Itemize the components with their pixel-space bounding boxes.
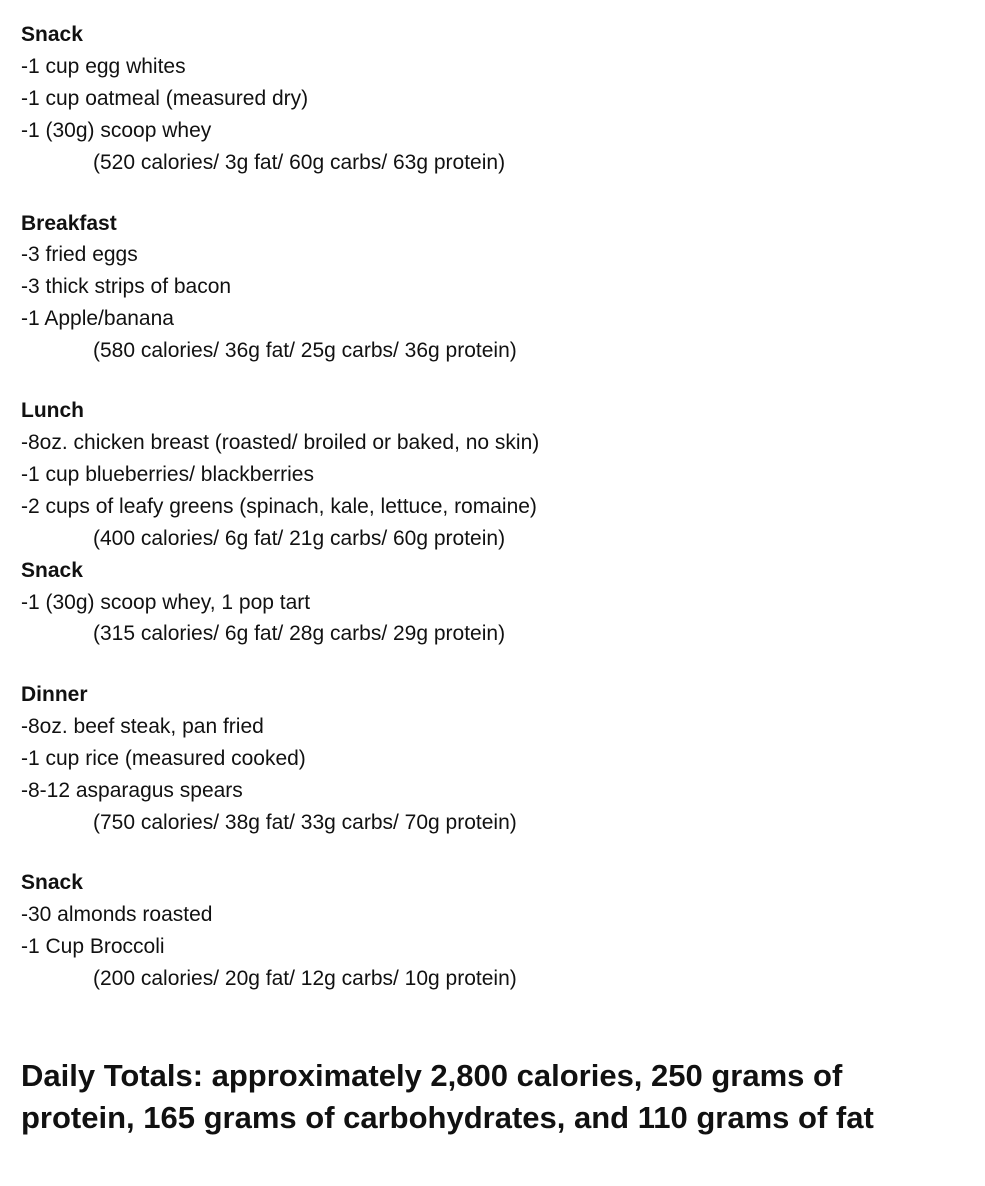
meal-item: -1 Apple/banana <box>21 307 174 331</box>
meal-dinner <box>21 679 961 839</box>
meal-item: -1 cup rice (measured cooked) <box>21 747 306 771</box>
meal-item: -1 cup oatmeal (measured dry) <box>21 86 309 110</box>
meal-macros: (200 calories/ 20g fat/ 12g carbs/ 10g protein) <box>93 966 517 990</box>
meal-snack-3 <box>21 867 961 995</box>
meal-item: -8oz. beef steak, pan fried <box>21 715 264 739</box>
meal-item: -2 cups of leafy greens (spinach, kale, lettuce, romaine) <box>21 494 537 518</box>
meal-lunch <box>21 395 961 555</box>
meal-item: -1 Cup Broccoli <box>21 934 165 958</box>
meal-item: -1 cup egg whites <box>21 54 186 78</box>
meal-title: Breakfast <box>21 211 117 235</box>
meal-snack-2 <box>21 555 961 651</box>
meal-item: -8oz. chicken breast (roasted/ broiled or baked, no skin) <box>21 430 540 454</box>
meal-macros: (315 calories/ 6g fat/ 28g carbs/ 29g protein) <box>93 622 506 646</box>
meal-breakfast <box>21 208 961 368</box>
meal-item: -8-12 asparagus spears <box>21 779 243 803</box>
meal-item: -3 thick strips of bacon <box>21 275 232 299</box>
meal-macros: (750 calories/ 38g fat/ 33g carbs/ 70g protein) <box>93 810 517 834</box>
meal-plan-document <box>21 19 961 994</box>
meal-title: Snack <box>21 23 83 46</box>
meal-macros: (520 calories/ 3g fat/ 60g carbs/ 63g protein) <box>93 150 506 174</box>
meal-item: -1 cup blueberries/ blackberries <box>21 462 314 486</box>
meal-snack-1 <box>21 19 961 179</box>
meal-title: Dinner <box>21 683 88 707</box>
meal-title: Snack <box>21 870 83 894</box>
meal-macros: (580 calories/ 36g fat/ 25g carbs/ 36g protein) <box>93 339 517 363</box>
meal-item: -1 (30g) scoop whey, 1 pop tart <box>21 590 311 614</box>
meal-macros: (400 calories/ 6g fat/ 21g carbs/ 60g protein) <box>93 526 506 550</box>
meal-item: -30 almonds roasted <box>21 902 213 926</box>
meal-title: Lunch <box>21 399 84 423</box>
meal-item: -3 fried eggs <box>21 243 138 267</box>
meal-item: -1 (30g) scoop whey <box>21 118 212 142</box>
meal-title: Snack <box>21 558 83 582</box>
daily-totals-heading: Daily Totals: approximately 2,800 calories, 250 grams of protein, 165 grams of carbohydrates, and 110 grams of fat <box>21 1058 874 1135</box>
